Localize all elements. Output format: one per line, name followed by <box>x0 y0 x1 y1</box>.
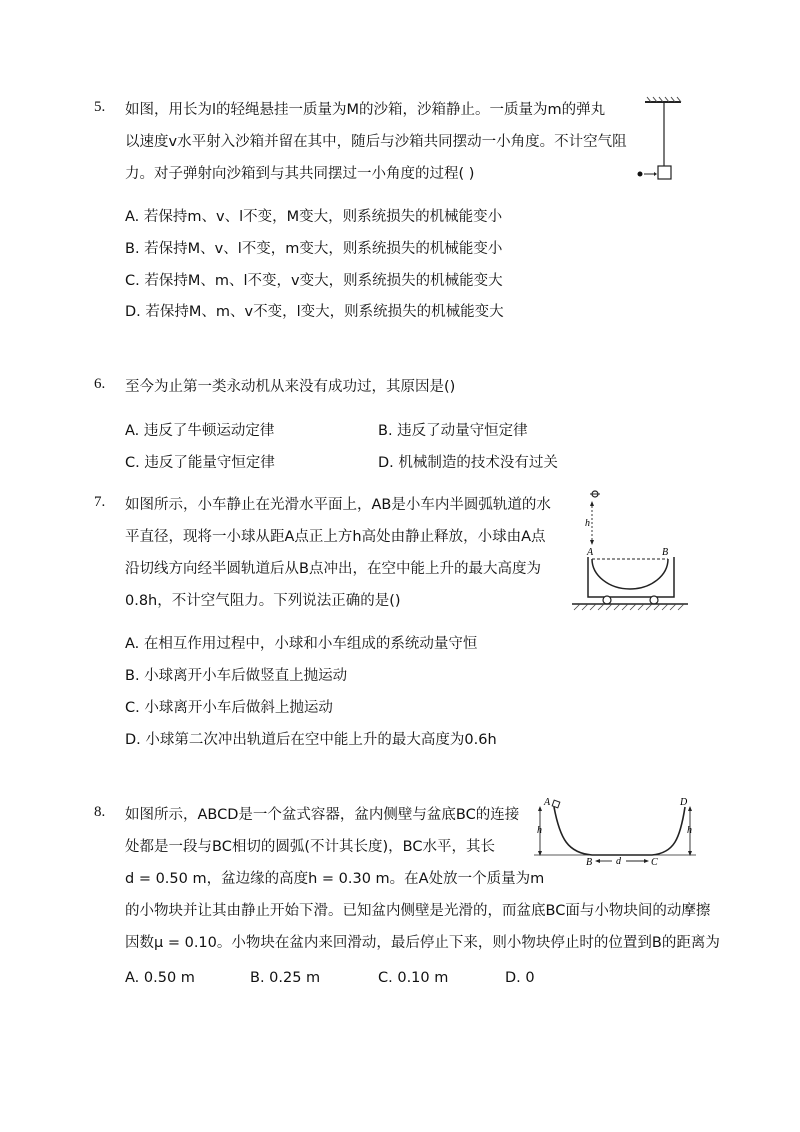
q7-cart-figure <box>570 488 690 618</box>
ceiling-hatch <box>645 97 681 102</box>
label-d-length: d <box>616 856 621 865</box>
q8-stem-line-1: 如图所示，ABCD是一个盆式容器，盆内侧壁与盆底BC的连接 <box>125 807 520 823</box>
q8-stem-line-4: 的小物块并让其由静止开始下滑。已知盆内侧壁是光滑的，而盆底BC面与小物块间的动摩擦 <box>125 903 711 919</box>
q7-stem-line-4: 0.8h，不计空气阻力。下列说法正确的是() <box>125 593 401 609</box>
q8-number: 8. <box>94 804 106 820</box>
q5-pendulum-figure <box>625 96 685 188</box>
q5-number: 5. <box>94 99 106 115</box>
label-d: D <box>680 797 688 808</box>
q5-stem-line-1: 如图，用长为l的轻绳悬挂一质量为M的沙箱，沙箱静止。一质量为m的弹丸 <box>125 102 606 118</box>
q5-option-c: C. 若保持M、m、l不变，v变大，则系统损失的机械能变大 <box>125 273 503 289</box>
label-c: C <box>651 857 658 865</box>
q8-option-b: B. 0.25 m <box>250 970 321 986</box>
label-h-right: h <box>687 825 692 836</box>
q7-stem-line-1: 如图所示，小车静止在光滑水平面上，AB是小车内半圆弧轨道的水 <box>125 497 551 513</box>
wheel-left <box>603 596 611 604</box>
q5-stem-line-2: 以速度v水平射入沙箱并留在其中，随后与沙箱共同摆动一小角度。不计空气阻 <box>125 134 627 150</box>
q6-number: 6. <box>94 376 106 392</box>
label-a: A <box>587 547 594 558</box>
semicircle-track <box>592 559 668 589</box>
q7-number: 7. <box>94 494 106 510</box>
label-b: B <box>662 547 669 558</box>
basin-profile <box>554 807 685 855</box>
q6-option-d: D. 机械制造的技术没有过关 <box>378 455 558 471</box>
label-a: A <box>544 797 551 808</box>
ground-hatch <box>574 604 684 610</box>
q5-option-d: D. 若保持M、m、v不变，l变大，则系统损失的机械能变大 <box>125 304 504 320</box>
q5-option-b: B. 若保持M、v、l不变，m变大，则系统损失的机械能变小 <box>125 241 503 257</box>
q8-option-c: C. 0.10 m <box>378 970 449 986</box>
q7-stem-line-2: 平直径，现将一小球从距A点正上方h高处由静止释放，小球由A点 <box>125 529 546 545</box>
wheel-right <box>650 596 658 604</box>
block <box>552 800 560 808</box>
q8-basin-figure <box>530 795 702 865</box>
bullet <box>638 172 643 177</box>
q8-stem-line-2: 处都是一段与BC相切的圆弧(不计其长度)，BC水平，其长 <box>125 839 495 855</box>
q6-stem: 至今为止第一类永动机从来没有成功过，其原因是() <box>125 379 456 395</box>
q5-option-a: A. 若保持m、v、l不变，M变大，则系统损失的机械能变小 <box>125 209 503 225</box>
q8-option-a: A. 0.50 m <box>125 970 195 986</box>
q5-stem-line-3: 力。对子弹射向沙箱到与其共同摆过一小角度的过程( ) <box>125 166 475 182</box>
q7-option-c: C. 小球离开小车后做斜上抛运动 <box>125 700 333 716</box>
q7-option-a: A. 在相互作用过程中，小球和小车组成的系统动量守恒 <box>125 636 478 652</box>
label-b: B <box>586 857 593 865</box>
q6-option-b: B. 违反了动量守恒定律 <box>378 423 528 439</box>
q8-stem-line-3: d = 0.50 m，盆边缘的高度h = 0.30 m。在A处放一个质量为m <box>125 871 545 887</box>
q8-stem-line-5: 因数μ = 0.10。小物块在盆内来回滑动，最后停止下来，则小物块停止时的位置到B的距离为 <box>125 935 720 951</box>
label-h-left: h <box>537 825 542 836</box>
sandbox <box>658 166 671 179</box>
q7-stem-line-3: 沿切线方向经半圆轨道后从B点冲出，在空中能上升的最大高度为 <box>125 561 541 577</box>
q7-option-d: D. 小球第二次冲出轨道后在空中能上升的最大高度为0.6h <box>125 732 497 748</box>
q6-option-c: C. 违反了能量守恒定律 <box>125 455 275 471</box>
label-h: h <box>585 518 590 529</box>
q8-option-d: D. 0 <box>505 970 535 986</box>
q7-option-b: B. 小球离开小车后做竖直上抛运动 <box>125 668 348 684</box>
q6-option-a: A. 违反了牛顿运动定律 <box>125 423 275 439</box>
